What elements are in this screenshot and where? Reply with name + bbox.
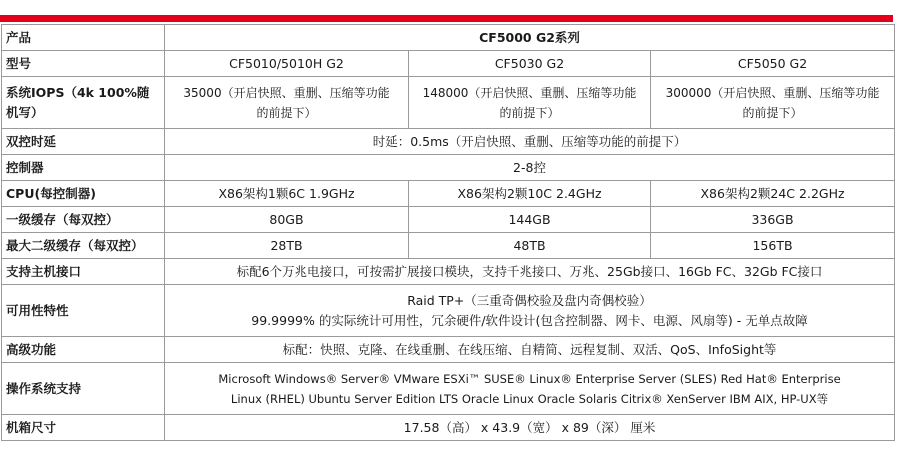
- table-row: [2, 259, 895, 285]
- iops-line: 35000（开启快照、重删、压缩等功能: [183, 85, 390, 100]
- table-row: [2, 181, 895, 207]
- advanced-value: 标配：快照、克隆、在线重删、在线压缩、自精简、远程复制、双活、QoS、InfoSight等: [165, 337, 895, 363]
- model-value: CF5050 G2: [651, 51, 895, 77]
- iops-line: 的前提下）: [499, 105, 560, 120]
- table-row: [2, 207, 895, 233]
- controllers-value: 2-8控: [165, 155, 895, 181]
- row-label-advanced: 高级功能: [2, 337, 165, 363]
- iops-line: 的前提下）: [256, 105, 317, 120]
- iops-line: 148000（开启快照、重删、压缩等功能: [422, 85, 637, 100]
- cache-value: 336GB: [651, 207, 895, 233]
- row-label-cpu: CPU(每控制器): [2, 181, 165, 207]
- latency-value: 时延：0.5ms（开启快照、重删、压缩等功能的前提下）: [165, 129, 895, 155]
- model-value: CF5030 G2: [409, 51, 651, 77]
- row-label-product: 产品: [2, 25, 165, 51]
- iops-value: [165, 77, 409, 129]
- table-row: [2, 285, 895, 337]
- row-label-controllers: 控制器: [2, 155, 165, 181]
- model-value: CF5010/5010H G2: [165, 51, 409, 77]
- iops-value: [409, 77, 651, 129]
- os-line: Microsoft Windows® Server® VMware ESXi™ SUSE® Linux® Enterprise Server (SLES) Red Hat® Enterprise: [218, 371, 841, 386]
- table-row: [2, 233, 895, 259]
- row-label-host-ports: 支持主机接口: [2, 259, 165, 285]
- cache2-value: 28TB: [165, 233, 409, 259]
- iops-value: [651, 77, 895, 129]
- row-label-os: 操作系统支持: [2, 363, 165, 415]
- iops-line: 300000（开启快照、重删、压缩等功能: [665, 85, 880, 100]
- row-label-chassis: 机箱尺寸: [2, 415, 165, 441]
- table-row: [2, 337, 895, 363]
- table-row: [2, 25, 895, 51]
- table-row: [2, 77, 895, 129]
- row-label-model: 型号: [2, 51, 165, 77]
- os-value: [165, 363, 895, 415]
- cache-value: 80GB: [165, 207, 409, 233]
- cpu-value: X86架构2颗10C 2.4GHz: [409, 181, 651, 207]
- cache2-value: 48TB: [409, 233, 651, 259]
- table-row: [2, 129, 895, 155]
- header-accent-bar: [0, 15, 893, 22]
- chassis-value: 17.58（高） x 43.9（宽） x 89（深） 厘米: [165, 415, 895, 441]
- row-label-cache: 一级缓存（每双控）: [2, 207, 165, 233]
- cpu-value: X86架构1颗6C 1.9GHz: [165, 181, 409, 207]
- row-label-latency: 双控时延: [2, 129, 165, 155]
- table-row: [2, 51, 895, 77]
- iops-line: 的前提下）: [742, 105, 803, 120]
- spec-table: [1, 24, 895, 441]
- table-row: [2, 155, 895, 181]
- cache-value: 144GB: [409, 207, 651, 233]
- os-line: Linux (RHEL) Ubuntu Server Edition LTS Oracle Linux Oracle Solaris Citrix® XenServer IBM AIX, HP-UX等: [230, 391, 829, 406]
- table-row: [2, 415, 895, 441]
- availability-value: [165, 285, 895, 337]
- row-label-availability: 可用性特性: [2, 285, 165, 337]
- table-row: [2, 363, 895, 415]
- row-label-cache2: 最大二级缓存（每双控）: [2, 233, 165, 259]
- cpu-value: X86架构2颗24C 2.2GHz: [651, 181, 895, 207]
- cache2-value: 156TB: [651, 233, 895, 259]
- product-series: CF5000 G2系列: [165, 25, 895, 51]
- host-ports-value: 标配6个万兆电接口，可按需扩展接口模块，支持千兆接口、万兆、25Gb接口、16Gb FC、32Gb FC接口: [165, 259, 895, 285]
- availability-line: Raid TP+（三重奇偶校验及盘内奇偶校验）: [407, 292, 652, 308]
- availability-line: 99.9999% 的实际统计可用性，冗余硬件/软件设计(包含控制器、网卡、电源、风扇等) - 无单点故障: [251, 312, 808, 328]
- row-label-iops: 系统IOPS（4k 100%随机写）: [2, 77, 165, 129]
